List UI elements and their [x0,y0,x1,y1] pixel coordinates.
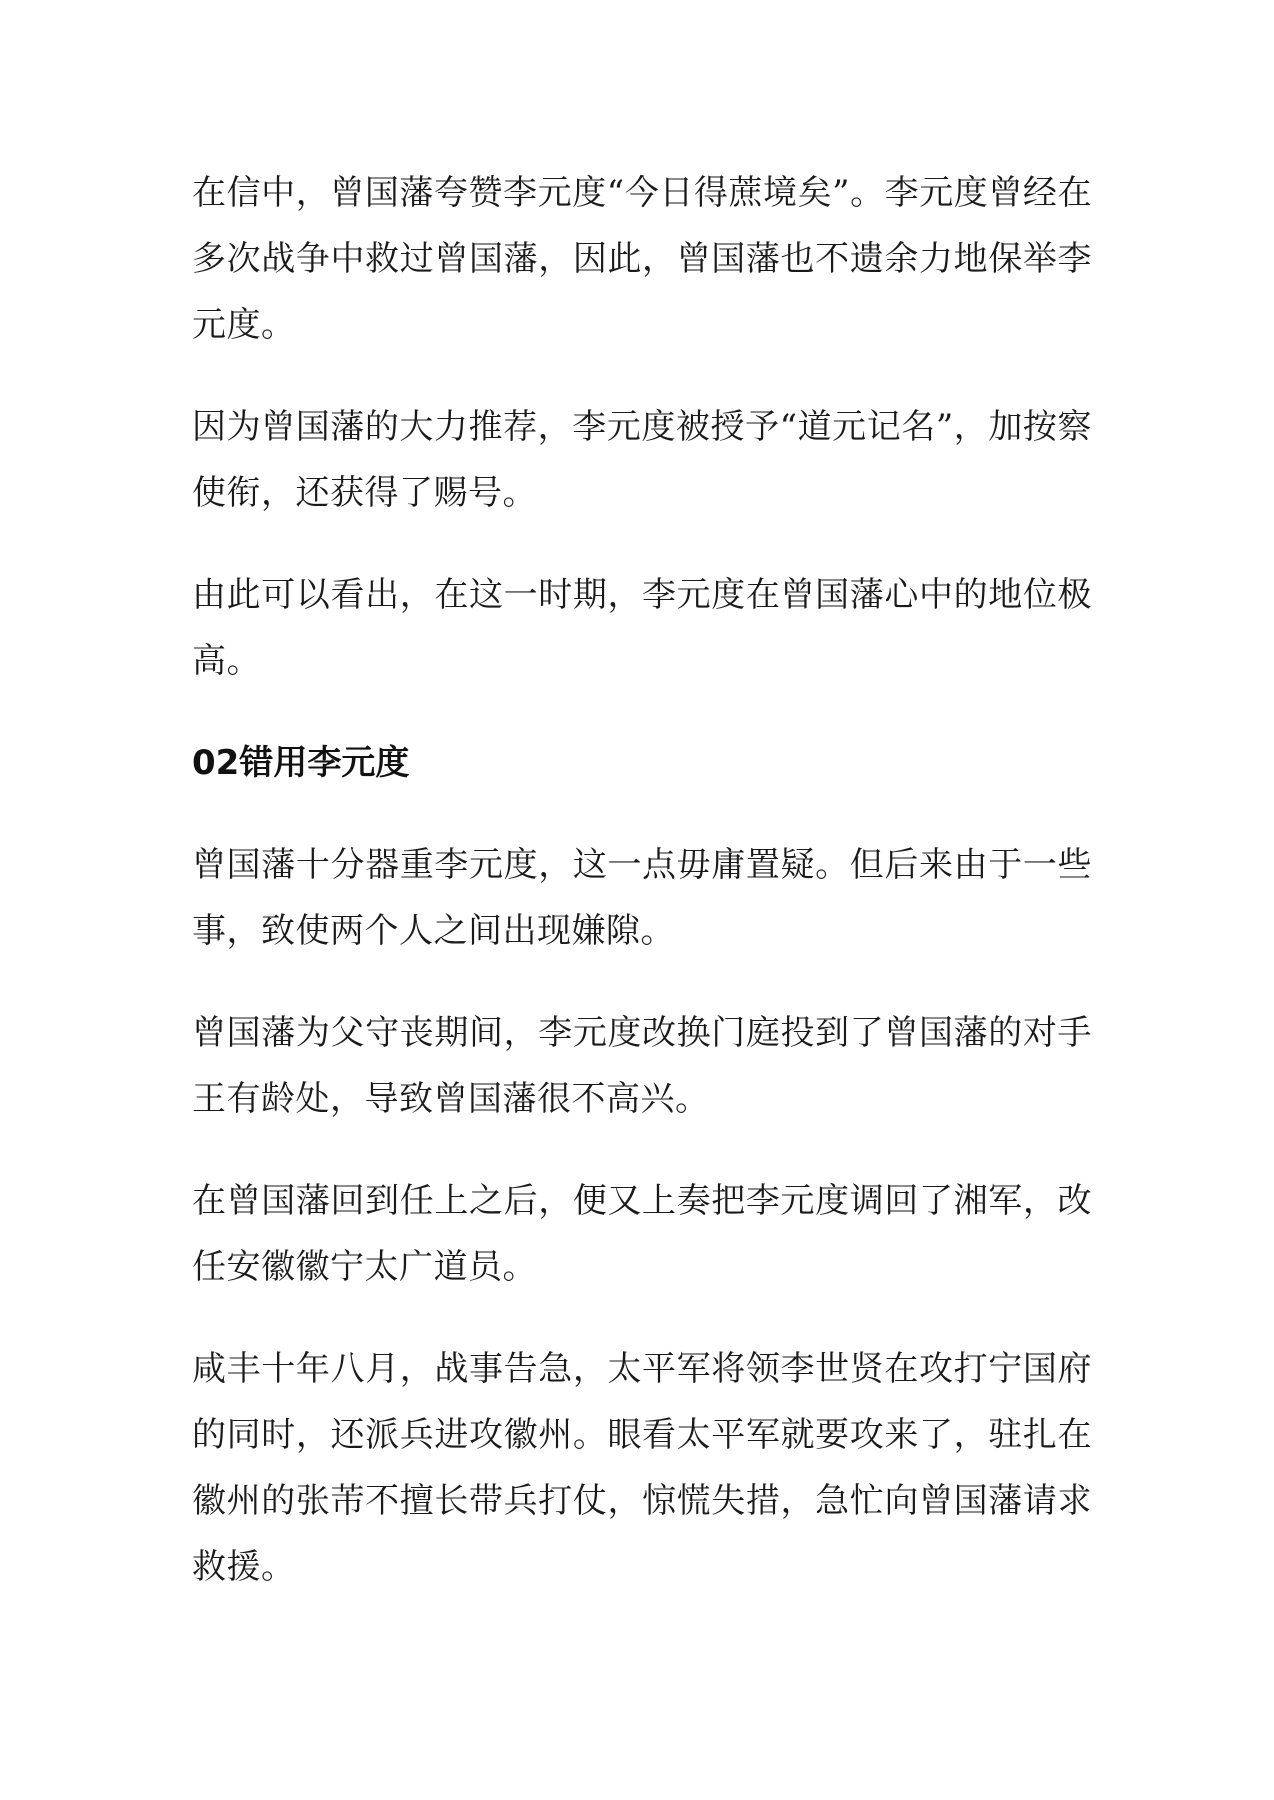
paragraph-defection: 曾国藩为父守丧期间，李元度改换门庭投到了曾国藩的对手王有龄处，导致曾国藩很不高兴。 [192,1013,1092,1119]
paragraph-rift: 曾国藩十分器重李元度，这一点毋庸置疑。但后来由于一些事，致使两个人之间出现嫌隙。 [192,845,1092,951]
section-heading: 02错用李元度 [192,743,410,783]
paragraph-high-status: 由此可以看出，在这一时期，李元度在曾国藩心中的地位极高。 [192,575,1092,681]
paragraph-praise: 在信中，曾国藩夸赞李元度“今日得蔗境矣”。李元度曾经在多次战争中救过曾国藩，因此，曾国藩也不遗余力地保举李元度。 [192,173,1092,345]
paragraph-reassignment: 在曾国藩回到任上之后，便又上奏把李元度调回了湘军，改任安徽徽宁太广道员。 [192,1181,1092,1287]
paragraph-war-crisis: 咸丰十年八月，战事告急，太平军将领李世贤在攻打宁国府的同时，还派兵进攻徽州。眼看太平军就要攻来了，驻扎在徽州的张芾不擅长带兵打仗，惊慌失措，急忙向曾国藩请求救援。 [192,1349,1092,1587]
article-body [192,160,1092,1636]
paragraph-recommendation: 因为曾国藩的大力推荐，李元度被授予“道元记名”，加按察使衔，还获得了赐号。 [192,407,1092,513]
